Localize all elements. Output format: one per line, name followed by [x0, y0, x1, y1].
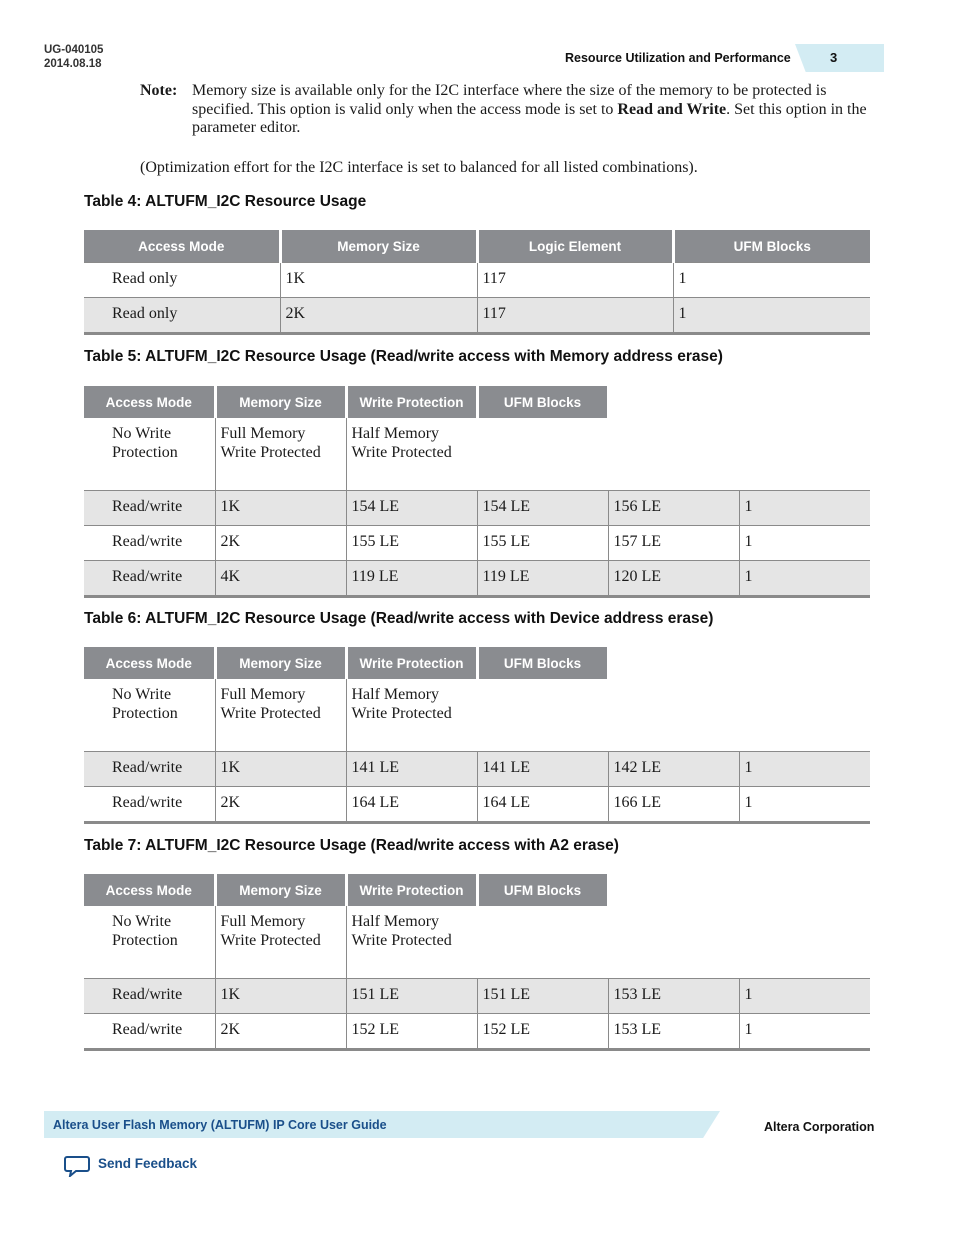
table-cell: 1K: [215, 752, 346, 787]
table7: [84, 874, 870, 1051]
table-cell: Full Memory Write Protected: [215, 906, 346, 979]
optimization-paragraph: (Optimization effort for the I2C interface is set to balanced for all listed combinations).: [140, 159, 698, 176]
note-text: [192, 82, 870, 138]
table6-header-cell: Memory Size: [215, 647, 346, 679]
table7-header-cell: Access Mode: [84, 874, 215, 906]
table7-header-cell: Write Protection: [346, 874, 477, 906]
table-cell: Half Memory Write Protected: [346, 418, 477, 491]
table-row: [84, 526, 870, 561]
table-cell: Full Memory Write Protected: [215, 418, 346, 491]
table-cell: 1K: [215, 491, 346, 526]
table-cell: 1K: [280, 263, 477, 298]
table-cell: Read/write: [84, 526, 215, 561]
table-cell: 117: [477, 298, 673, 334]
table-cell: 152 LE: [346, 1014, 477, 1050]
table-cell: 1: [739, 979, 870, 1014]
doc-date: 2014.08.18: [44, 58, 102, 70]
table-row: [84, 491, 870, 526]
table7-caption: Table 7: ALTUFM_I2C Resource Usage (Read/write access with A2 erase): [84, 837, 619, 854]
table-cell: 157 LE: [608, 526, 739, 561]
table-cell: 164 LE: [477, 787, 608, 823]
table-cell: 156 LE: [608, 491, 739, 526]
table-cell: Read/write: [84, 979, 215, 1014]
table-cell: No Write Protection: [112, 686, 178, 722]
table-cell: Full Memory Write Protected: [215, 679, 346, 752]
table-cell: 119 LE: [346, 561, 477, 597]
table-cell: 1: [739, 561, 870, 597]
table6-header-cell: Write Protection: [346, 647, 477, 679]
table6: [84, 647, 870, 824]
table-cell-empty: [477, 418, 608, 491]
table-cell: 117: [477, 263, 673, 298]
table4-header-cell: UFM Blocks: [673, 230, 870, 263]
table6-header-row: [84, 647, 870, 679]
table-cell-empty: [477, 906, 608, 979]
table7-header-empty: [739, 874, 870, 906]
table-cell: Read only: [84, 263, 280, 298]
table-cell: 154 LE: [346, 491, 477, 526]
table-cell: 1: [739, 752, 870, 787]
table-row: [84, 263, 870, 298]
table-row: [84, 752, 870, 787]
table5-header-empty: [739, 386, 870, 418]
table6-header-cell: UFM Blocks: [477, 647, 608, 679]
note-block: [140, 82, 870, 138]
table-row: [84, 787, 870, 823]
table4-header-row: [84, 230, 870, 263]
table-cell: 153 LE: [608, 979, 739, 1014]
page-number: 3: [830, 50, 838, 65]
table-row: [84, 1014, 870, 1050]
table-cell: 153 LE: [608, 1014, 739, 1050]
table-cell: 1: [739, 787, 870, 823]
note-text-part1: Memory size is available only for the I2C interface where the size of the memory to be protected is specified. This option is valid only when the access mode is set to: [192, 82, 827, 118]
send-feedback-link[interactable]: Send Feedback: [98, 1156, 198, 1171]
table7-header-cell: UFM Blocks: [477, 874, 608, 906]
table7-header-empty: [608, 874, 739, 906]
table-cell: 166 LE: [608, 787, 739, 823]
table-cell: 141 LE: [346, 752, 477, 787]
table-cell: 4K: [215, 561, 346, 597]
table-cell: No Write Protection: [112, 425, 178, 461]
table5-header-cell: Write Protection: [346, 386, 477, 418]
table6-header-empty: [739, 647, 870, 679]
table-cell-empty: [608, 418, 739, 491]
table-cell: 2K: [215, 526, 346, 561]
table7-header-cell: Memory Size: [215, 874, 346, 906]
table-row: [84, 979, 870, 1014]
table4-header-cell: Logic Element: [477, 230, 673, 263]
table6-header-cell: Access Mode: [84, 647, 215, 679]
section-title: Resource Utilization and Performance: [565, 51, 791, 65]
table5-header-row: [84, 386, 870, 418]
table5-header-cell: UFM Blocks: [477, 386, 608, 418]
table-cell: Read/write: [84, 561, 215, 597]
table-cell: 151 LE: [477, 979, 608, 1014]
table-cell: 164 LE: [346, 787, 477, 823]
table-cell: 1: [739, 526, 870, 561]
table-cell: 119 LE: [477, 561, 608, 597]
table-cell: 2K: [215, 787, 346, 823]
table-cell: 141 LE: [477, 752, 608, 787]
page-number-tab: [795, 44, 884, 72]
table6-caption: Table 6: ALTUFM_I2C Resource Usage (Read/write access with Device address erase): [84, 610, 714, 627]
table5-header-empty: [608, 386, 739, 418]
table-cell: Read/write: [84, 787, 215, 823]
table-cell: Half Memory Write Protected: [346, 679, 477, 752]
table-cell: 1: [739, 1014, 870, 1050]
table-row: [84, 298, 870, 334]
table-cell: Read/write: [84, 752, 215, 787]
table-cell: 120 LE: [608, 561, 739, 597]
table-cell-empty: [608, 906, 739, 979]
table6-header-empty: [608, 647, 739, 679]
table-cell: 142 LE: [608, 752, 739, 787]
document-id: [44, 43, 103, 71]
table5-header-cell: Access Mode: [84, 386, 215, 418]
table6-subheader-row: [84, 679, 870, 752]
note-text-bold: Read and Write: [617, 100, 727, 118]
table7-header-row: [84, 874, 870, 906]
table-cell: 1: [673, 298, 870, 334]
table4: [84, 230, 870, 335]
table-cell: 1: [739, 491, 870, 526]
table-cell: 2K: [215, 1014, 346, 1050]
table-row: [84, 561, 870, 597]
table-cell-empty: [477, 679, 608, 752]
table4-header-cell: Memory Size: [280, 230, 477, 263]
table5-header-cell: Memory Size: [215, 386, 346, 418]
table5-caption: Table 5: ALTUFM_I2C Resource Usage (Read/write access with Memory address erase): [84, 348, 723, 365]
table7-subheader-row: [84, 906, 870, 979]
table-cell: 151 LE: [346, 979, 477, 1014]
table4-header-cell: Access Mode: [84, 230, 280, 263]
table5-subheader-row: [84, 418, 870, 491]
table-cell: 155 LE: [477, 526, 608, 561]
table-cell: 1K: [215, 979, 346, 1014]
note-text-part2: . Set this option in the parameter editor.: [192, 100, 867, 136]
table-cell-empty: [608, 679, 739, 752]
table-cell: No Write Protection: [112, 913, 178, 949]
table-cell: 155 LE: [346, 526, 477, 561]
table-cell: 154 LE: [477, 491, 608, 526]
table5: [84, 386, 870, 598]
speech-bubble-icon[interactable]: [64, 1155, 90, 1177]
table-cell-empty: [739, 679, 870, 752]
table-cell: Read only: [84, 298, 280, 334]
table4-caption: Table 4: ALTUFM_I2C Resource Usage: [84, 193, 367, 210]
table-cell: 1: [673, 263, 870, 298]
table-cell-empty: [739, 906, 870, 979]
table-cell: Half Memory Write Protected: [346, 906, 477, 979]
doc-number: UG-040105: [44, 44, 104, 56]
note-label: Note:: [140, 82, 178, 99]
table-cell: Read/write: [84, 1014, 215, 1050]
table-cell: Read/write: [84, 491, 215, 526]
table-cell-empty: [739, 418, 870, 491]
footer-corporation: Altera Corporation: [764, 1120, 875, 1134]
table-cell: 152 LE: [477, 1014, 608, 1050]
footer-guide-title[interactable]: Altera User Flash Memory (ALTUFM) IP Core User Guide: [53, 1118, 387, 1132]
table-cell: 2K: [280, 298, 477, 334]
